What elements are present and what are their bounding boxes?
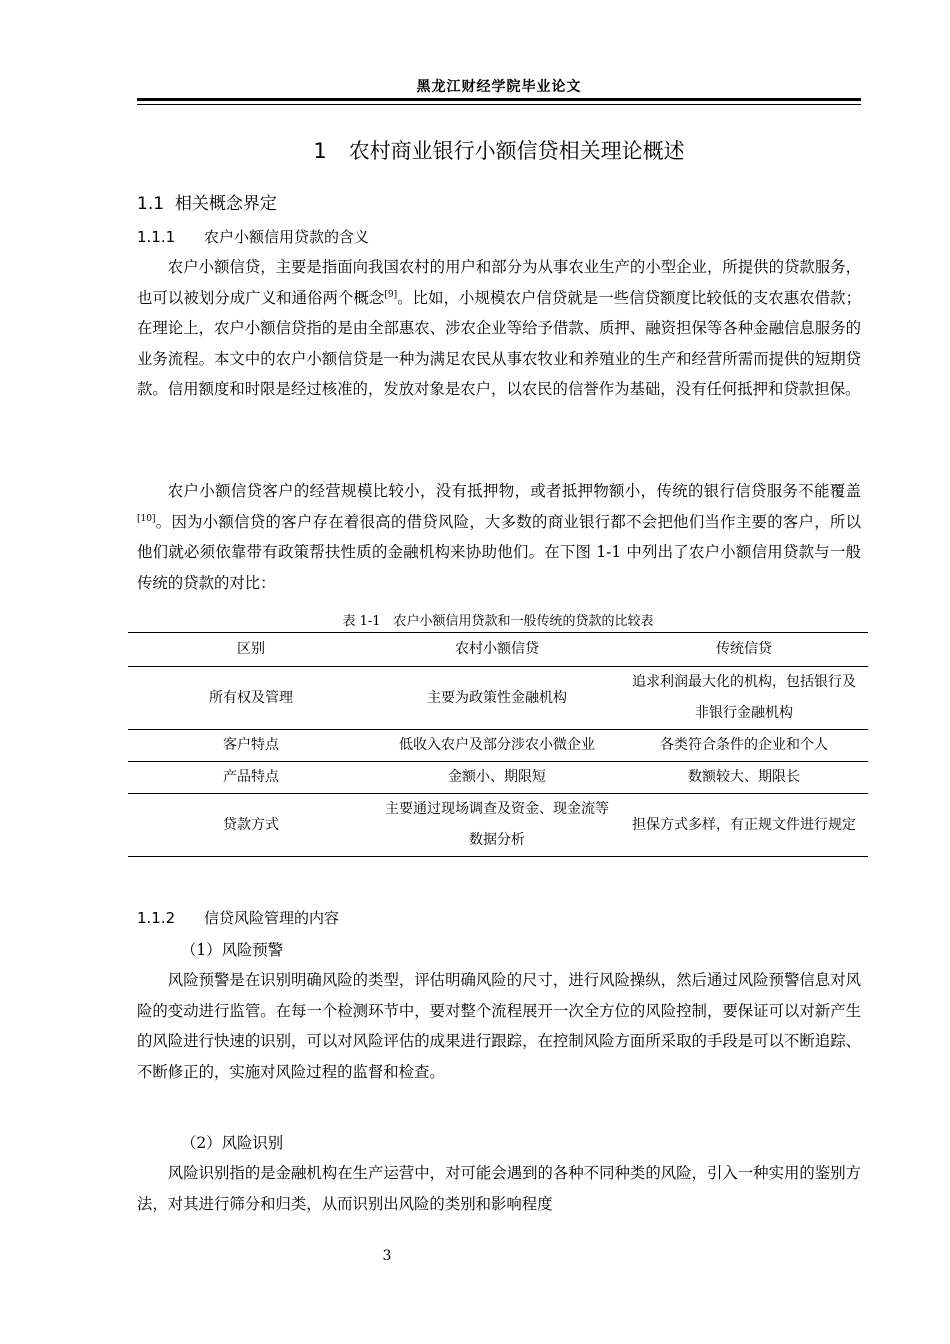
section-heading-1-1-2 [137, 907, 339, 928]
table-cell: 担保方式多样，有正规文件进行规定 [620, 794, 868, 857]
subsection-title: 信贷风险管理的内容 [204, 909, 340, 927]
section-heading-1-1 [137, 189, 277, 214]
paragraph-risk-identification: 风险识别指的是金融机构在生产运营中，对可能会遇到的各种不同种类的风险，引入一种实用的鉴别方法，对其进行筛分和归类，从而识别出风险的类别和影响程度 [137, 1164, 861, 1213]
table-cell: 主要通过现场调查及资金、现金流等数据分析 [374, 794, 620, 857]
subsection-number: 1.1.1 [137, 228, 176, 246]
chapter-number: 1 [313, 139, 327, 163]
table-cell: 低收入农户及部分涉农小微企业 [374, 730, 620, 762]
header-rule-thin [137, 104, 861, 105]
table-header-cell: 区别 [128, 633, 374, 667]
table-header-cell: 农村小额信贷 [374, 633, 620, 667]
comparison-table [128, 632, 868, 857]
table-cell: 产品特点 [128, 762, 374, 794]
table-header-row [128, 633, 868, 667]
citation-ref: [10] [137, 513, 156, 524]
paragraph-text: 农户小额信贷，主要是指面向我国农村的用户和部分为从事农业生产的小型企业，所提供的贷款服务，也可以被划分成广义和通俗两个概念 [137, 258, 861, 307]
chapter-title [137, 135, 861, 165]
table-row [128, 762, 868, 794]
table-cell: 贷款方式 [128, 794, 374, 857]
subsection-title: 农户小额信用贷款的含义 [204, 228, 370, 246]
section-heading-1-1-1 [137, 226, 369, 247]
paragraph-text: 。因为小额信贷的客户存在着很高的借贷风险，大多数的商业银行都不会把他们当作主要的客户，所以他们就必须依靠带有政策帮扶性质的金融机构来协助他们。在下图 1-1 中列出了农户小额信用贷款与一般传统的贷款的对比： [137, 512, 861, 592]
section-title: 相关概念界定 [174, 194, 277, 214]
table-header-cell: 传统信贷 [620, 633, 868, 667]
table-cell: 金额小、期限短 [374, 762, 620, 794]
table-row [128, 794, 868, 857]
header-rule-thick [137, 98, 861, 101]
table-row [128, 730, 868, 762]
table-cell: 追求利润最大化的机构，包括银行及非银行金融机构 [620, 667, 868, 730]
running-header: 黑龙江财经学院毕业论文 [416, 79, 582, 95]
citation-ref: [9] [384, 289, 398, 300]
table-cell: 主要为政策性金融机构 [374, 667, 620, 730]
table-cell: 各类符合条件的企业和个人 [620, 730, 868, 762]
subsection-number: 1.1.2 [137, 909, 176, 927]
paragraph-text: 。比如，小规模农户信贷就是一些信贷额度比较低的支农惠农借款；在理论上，农户小额信贷指的是由全部惠农、涉农企业等给予借款、质押、融资担保等各种金融信息服务的业务流程。本文中的农户小额信贷是一种为满足农民从事农牧业和养殖业的生产和经营所需而提供的短期贷款。信用额度和时限是经过核准的，发放对象是农户，以农民的信誉作为基础，没有任何抵押和贷款担保。 [137, 288, 861, 399]
table-cell: 数额较大、期限长 [620, 762, 868, 794]
chapter-title-text: 农村商业银行小额信贷相关理论概述 [348, 139, 685, 163]
table-row [128, 667, 868, 730]
paragraph-risk-warning: 风险预警是在识别明确风险的类型，评估明确风险的尺寸，进行风险操纵，然后通过风险预警信息对风险的变动进行监管。在每一个检测环节中，要对整个流程展开一次全方位的风险控制，要保证可以对新产生的风险进行快速的识别，可以对风险评估的成果进行跟踪，在控制风险方面所采取的手段是可以不断追踪、不断修正的，实施对风险过程的监督和检查。 [137, 971, 861, 1081]
item-heading-risk-identification: （2）风险识别 [181, 1134, 284, 1152]
table-caption: 表 1-1 农户小额信用贷款和一般传统的贷款的比较表 [342, 614, 654, 629]
paragraph-definition [137, 252, 861, 405]
page-number: 3 [382, 1248, 392, 1264]
table-cell: 客户特点 [128, 730, 374, 762]
section-number: 1.1 [137, 194, 165, 214]
paragraph-customers [137, 476, 861, 598]
table-cell: 所有权及管理 [128, 667, 374, 730]
item-heading-risk-warning: （1）风险预警 [181, 941, 284, 959]
paragraph-text: 农户小额信贷客户的经营规模比较小，没有抵押物，或者抵押物额小，传统的银行信贷服务不能覆盖 [167, 482, 861, 500]
